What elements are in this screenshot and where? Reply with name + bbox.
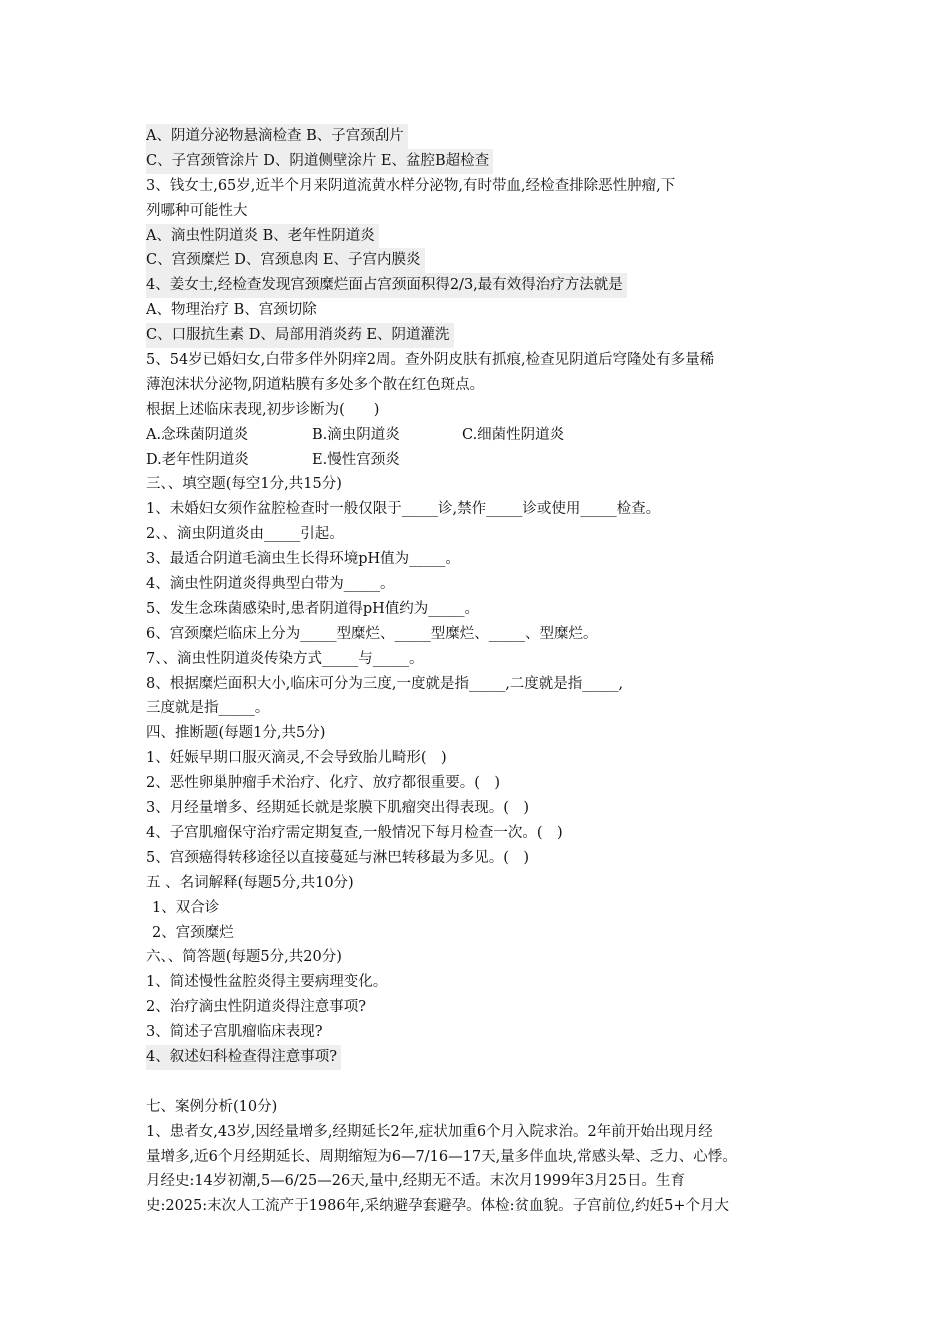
highlighted-text: 4、姜女士,经检查发现宫颈糜烂面占宫颈面积得2/3,最有效得治疗方法就是 [146, 273, 627, 298]
question-line: 5、54岁已婚妇女,白带多伴外阴痒2周。查外阴皮肤有抓痕,检查见阴道后穹隆处有多量稀 [146, 352, 715, 369]
option-line [146, 124, 816, 149]
case-line: 月经史:14岁初潮,5—6/25—26天,量中,经期无不适。末次月1999年3月25日。生育 [146, 1173, 685, 1190]
question-line: 4、滴虫性阴道炎得典型白带为_____。 [146, 576, 395, 593]
question-line: 5、宫颈癌得转移途径以直接蔓延与淋巴转移最为多见。( ) [146, 849, 530, 866]
option-row [146, 423, 816, 448]
question-line: 1、双合诊 [152, 899, 220, 916]
question-line: 1、未婚妇女须作盆腔检查时一般仅限于_____诊,禁作_____诊或使用_____检查。 [146, 501, 661, 518]
question-line: 3、简述子宫肌瘤临床表现? [146, 1024, 323, 1041]
exam-content [146, 124, 816, 1219]
option-row [146, 448, 816, 473]
highlighted-text: A、滴虫性阴道炎 B、老年性阴道炎 [146, 224, 379, 249]
question-line [146, 1045, 816, 1070]
question-line: 2、治疗滴虫性阴道炎得注意事项? [146, 999, 366, 1016]
option-line [146, 248, 816, 273]
option-line [146, 323, 816, 348]
case-line: 1、患者女,43岁,因经量增多,经期延长2年,症状加重6个月入院求治。2年前开始出现月经 [146, 1123, 713, 1140]
case-line: 史:2025:末次人工流产于1986年,采纳避孕套避孕。体检:贫血貌。子宫前位,约妊5+个月大 [146, 1198, 730, 1215]
question-line: 3、最适合阴道毛滴虫生长得环境pH值为_____。 [146, 551, 460, 568]
question-line: 3、月经量增多、经期延长就是浆膜下肌瘤突出得表现。( ) [146, 800, 530, 817]
highlighted-text: A、阴道分泌物悬滴检查 B、子宫颈刮片 [146, 124, 408, 149]
blank-line [146, 1070, 816, 1095]
question-line [146, 273, 816, 298]
question-line: 2、宫颈糜烂 [152, 924, 234, 941]
question-line: 3、钱女士,65岁,近半个月来阴道流黄水样分泌物,有时带血,经检查排除恶性肿瘤,下 [146, 177, 676, 194]
question-line: 1、妊娠早期口服灭滴灵,不会导致胎儿畸形( ) [146, 750, 447, 767]
question-line: 1、简述慢性盆腔炎得主要病理变化。 [146, 974, 388, 991]
option-a: A.念珠菌阴道炎 [146, 426, 249, 443]
option-c: C.细菌性阴道炎 [462, 426, 565, 443]
option-line: A、物理治疗 B、宫颈切除 [146, 302, 317, 319]
question-line: 列哪种可能性大 [146, 202, 248, 219]
option-d: D.老年性阴道炎 [146, 451, 249, 468]
question-line: 7、、滴虫性阴道炎传染方式_____与_____。 [146, 650, 424, 667]
question-line: 根据上述临床表现,初步诊断为( ) [146, 401, 380, 418]
highlighted-text: C、口服抗生素 D、局部用消炎药 E、阴道灌洗 [146, 323, 454, 348]
section-heading: 三、、填空题(每空1分,共15分) [146, 476, 342, 493]
option-line [146, 149, 816, 174]
question-line: 薄泡沫状分泌物,阴道粘膜有多处多个散在红色斑点。 [146, 376, 485, 393]
section-heading: 四、推断题(每题1分,共5分) [146, 725, 326, 742]
section-heading: 六、、简答题(每题5分,共20分) [146, 949, 342, 966]
option-b: B.滴虫阴道炎 [312, 426, 400, 443]
question-line: 5、发生念珠菌感染时,患者阴道得pH值约为_____。 [146, 600, 480, 617]
question-line: 三度就是指_____。 [146, 700, 270, 717]
option-e: E.慢性宫颈炎 [312, 451, 400, 468]
question-line: 2、恶性卵巢肿瘤手术治疗、化疗、放疗都很重要。( ) [146, 775, 501, 792]
question-line: 8、根据糜烂面积大小,临床可分为三度,一度就是指_____,二度就是指_____, [146, 675, 624, 692]
highlighted-text: C、子宫颈管涂片 D、阴道侧壁涂片 E、盆腔B超检查 [146, 149, 493, 174]
question-line: 2、、滴虫阴道炎由_____引起。 [146, 526, 344, 543]
case-line: 量增多,近6个月经期延长、周期缩短为6—7/16—17天,量多伴血块,常感头晕、乏力、心悸。 [146, 1148, 737, 1165]
highlighted-text: 4、叙述妇科检查得注意事项? [146, 1045, 341, 1070]
question-line: 6、宫颈糜烂临床上分为_____型糜烂、_____型糜烂、_____、型糜烂。 [146, 625, 598, 642]
highlighted-text: C、宫颈糜烂 D、宫颈息肉 E、子宫内膜炎 [146, 248, 425, 273]
section-heading: 七、案例分析(10分) [146, 1098, 278, 1115]
question-line: 4、子宫肌瘤保守治疗需定期复查,一般情况下每月检查一次。( ) [146, 824, 563, 841]
option-line [146, 224, 816, 249]
section-heading: 五 、名词解释(每题5分,共10分) [146, 874, 354, 891]
